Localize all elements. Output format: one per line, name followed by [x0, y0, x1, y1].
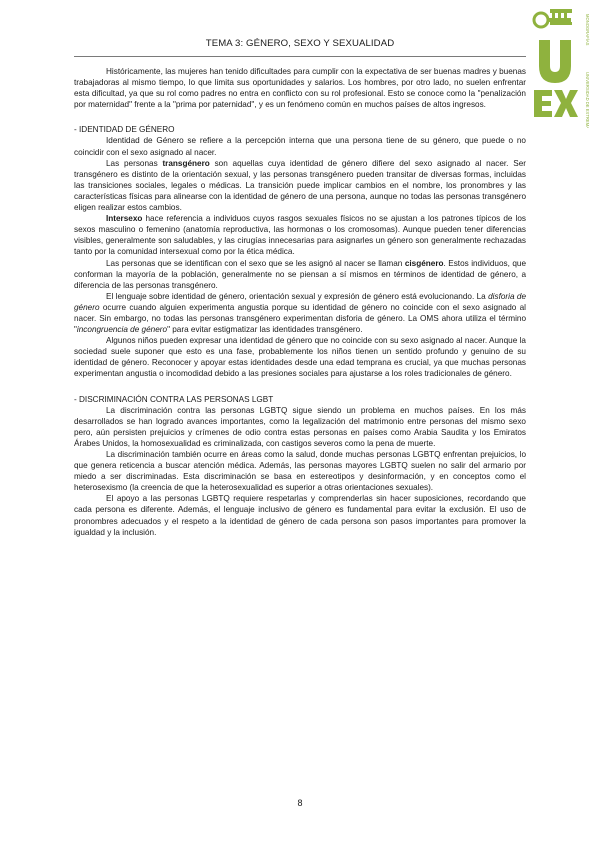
term-transgenero: transgénero	[162, 158, 210, 168]
university-logo	[532, 6, 594, 128]
page-number: 8	[297, 798, 303, 808]
paragraph-support: El apoyo a las personas LGBTQ requiere respetarlas y comprenderlas sin hacer suposiciones, recordando que cada persona es diferente. Además, el lenguaje inclusivo de género es fundamental para evitar la exclusión. El uso de pronombres adecuados y el respeto a la identidad de género de cada persona son pasos importantes para promover la igualdad y la inclusión.	[74, 494, 526, 537]
paragraph-discrimination-health: La discriminación también ocurre en áreas como la salud, donde muchas personas LGBTQ enfrentan prejuicios, lo que genera reticencia a buscar atención médica. Además, las personas mayores LGBTQ suelen no salir del armario por miedo a ser discriminadas. Esta discriminación se basa en estereotipos y desinformación, y en conceptos como el heterosexismo (la creencia de que la heterosexualidad es superior a otras orientaciones sexuales).	[74, 450, 526, 493]
logo-side-text: UNIVERSIDAD DE EXTREMADURA	[585, 72, 590, 128]
term-cisgenero: cisgénero	[404, 258, 444, 268]
paragraph-transgender: Las personas transgénero son aquellas cuya identidad de género difiere del sexo asignado al nacer. Ser transgénero es distinto de la orientación sexual, y las personas transgénero pueden transitar de diversas formas, incluidas las transiciones sociales, legales o médicas. La transición puede implicar cambios en el nombre, los pronombres y las características físicas para alinearse con la identidad de género de una persona, aunque no todas las personas transgénero eligen realizar estos cambios.	[74, 158, 526, 213]
term-disforia: disforia de género	[74, 291, 527, 312]
paragraph-language: El lenguaje sobre identidad de género, orientación sexual y expresión de género está evolucionando. La disforia de género ocurre cuando alguien experimenta angustia porque su identidad de género no coincide con el sexo asignado al nacer. Sin embargo, no todas las personas transgénero experimentan disforia de género. La OMS ahora utiliza el término "incongruencia de género" para evitar estigmatizar las identidades transgénero.	[74, 291, 527, 335]
intro-paragraph: Históricamente, las mujeres han tenido dificultades para cumplir con la expectativa de ser buenas madres y buenas trabajadoras al mismo tiempo, lo que limita sus oportunidades y salarios. Los hombres, por otro lado, no suelen enfrentar esta dificultad, ya que su rol como padres no entra en conflicto con su rol profesional. Esto se conoce como la "penalización por maternidad" frente a la "prima por paternidad", y es un fenómeno común en muchos países de altos ingresos.	[74, 67, 526, 110]
logo-side-text-top: MONOGRAFÍAS	[585, 14, 590, 46]
term-incongruencia: incongruencia de género	[76, 325, 168, 335]
header-divider	[74, 56, 526, 57]
section-heading-identity: - IDENTIDAD DE GÉNERO	[74, 125, 175, 135]
paragraph-intersex: Intersexo hace referencia a individuos cuyos rasgos sexuales físicos no se ajustan a los patrones típicos de los sexos masculino o femenino (anatomía reproductiva, las hormonas o los cromosomas). Aunque pueden tener diferencias visibles, generalmente son saludables, y las cirugías innecesarias para asignarles un género son generalmente rechazadas tanto por la comunidad intersexual como por la ética médica.	[74, 214, 526, 257]
page-body	[74, 66, 526, 538]
section-heading-discrimination: - DISCRIMINACIÓN CONTRA LAS PERSONAS LGBT	[74, 394, 274, 404]
paragraph-children: Algunos niños pueden expresar una identidad de género que no coincide con su sexo asignado al nacer. Aunque la sociedad suele suponer que esto es una fase, probablemente los niños tienen un sentido profundo y genuino de su identidad de género. Reconocer y apoyar estas identidades desde una edad temprana es crucial, ya que muchas personas experimentan angustia o incomodidad debido a las presiones sociales para ajustarse a los roles tradicionales de género.	[74, 336, 526, 379]
term-intersexo: Intersexo	[106, 214, 143, 224]
paragraph-cisgender: Las personas que se identifican con el sexo que se les asignó al nacer se llaman cisgénero. Estos individuos, que conforman la mayoría de la población, generalmente no se piensan a sí mismos en términos de identidad de género, a diferencia de las personas transgénero.	[74, 258, 526, 290]
paragraph-gender-identity: Identidad de Género se refiere a la percepción interna que una persona tiene de su género, que puede o no coincidir con el sexo asignado al nacer.	[74, 136, 526, 157]
paragraph-discrimination-countries: La discriminación contra las personas LGBTQ sigue siendo un problema en muchos países. En los más desarrollados se han logrado avances importantes, como la legalización del matrimonio entre personas del mismo sexo pero, aún persisten prejuicios y crímenes de odio contra estas personas en países como Arabia Saudita y los Emiratos Árabes Unidos, la homosexualidad es criminalizada, con castigos severos como la pena de muerte.	[74, 405, 526, 448]
page-header-title: TEMA 3: GÉNERO, SEXO Y SEXUALIDAD	[205, 38, 395, 49]
